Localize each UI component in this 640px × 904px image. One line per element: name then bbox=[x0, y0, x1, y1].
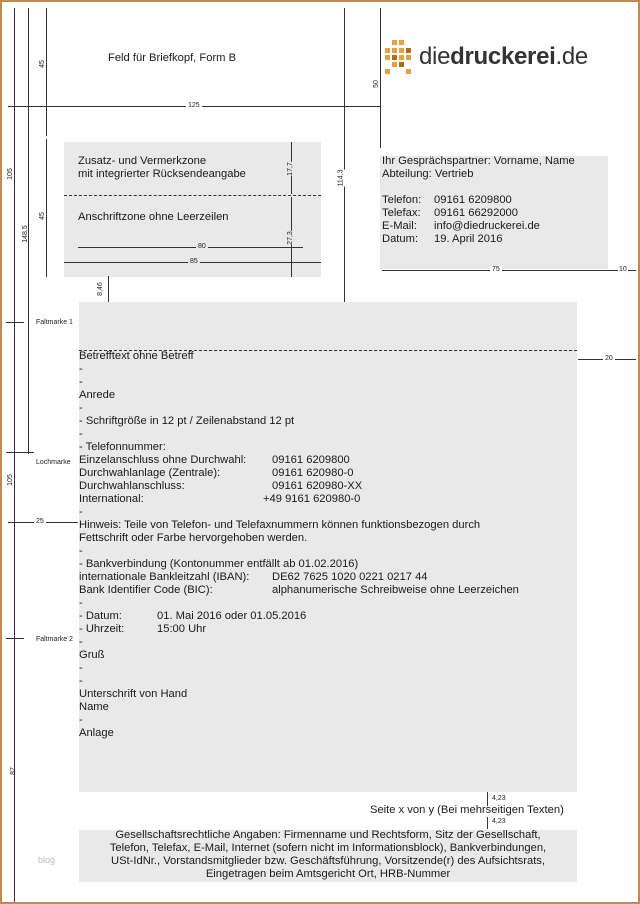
info-department: Abteilung: Vertrieb bbox=[382, 168, 474, 180]
telefonnummer-heading: - Telefonnummer: bbox=[79, 441, 166, 453]
spacer-dash: - bbox=[79, 506, 83, 518]
zusatz-zone-line-1: Zusatz- und Vermerkzone bbox=[78, 155, 207, 167]
unterschrift-text: Unterschrift von Hand bbox=[79, 688, 188, 700]
bankverbindung-heading: - Bankverbindung (Kontonummer entfällt ab 01.02.2016) bbox=[79, 558, 359, 570]
dim-label-25: 25 bbox=[36, 518, 44, 525]
footer-line-4: Eingetragen beim Amtsgericht Ort, HRB-Nummer bbox=[205, 868, 451, 880]
schriftgroesse-text: - Schriftgröße in 12 pt / Zeilenabstand 12 pt bbox=[79, 415, 295, 427]
dim-label-8-46: 8,46 bbox=[96, 282, 104, 296]
dim-label-105-bot: 105 bbox=[6, 474, 14, 486]
logo-wordmark: diedruckerei.de bbox=[419, 43, 588, 70]
dim-label-4-23-a: 4,23 bbox=[492, 795, 506, 802]
hinweis-line-2: Fettschrift oder Farbe hervorgehoben werden. bbox=[79, 532, 308, 544]
dim-label-17-7: 17,7 bbox=[286, 162, 294, 176]
anrede-text: Anrede bbox=[79, 389, 116, 401]
zusatz-divider bbox=[64, 195, 321, 196]
dim-label-4-23-b: 4,23 bbox=[492, 818, 506, 825]
falzmarke-2-label: Faltmarke 2 bbox=[36, 636, 73, 643]
betreff-text: Betrefftext ohne Betreff bbox=[79, 350, 194, 362]
footer-line-3: USt-IdNr., Vorstandsmitglieder bzw. Geschäftsführung, Vorsitzende(r) des Aufsichtsrats, bbox=[110, 855, 545, 867]
spacer-dash: - bbox=[79, 714, 83, 726]
spacer-dash: - bbox=[79, 363, 83, 375]
dim-line-45-top bbox=[46, 8, 47, 136]
spacer-dash: - bbox=[79, 545, 83, 557]
body-zone bbox=[79, 302, 577, 792]
spacer-dash: - bbox=[79, 376, 83, 388]
anschrift-zone-label: Anschriftzone ohne Leerzeilen bbox=[78, 211, 229, 223]
dim-label-87: 87 bbox=[9, 767, 17, 775]
lochmarke-label: Lochmarke bbox=[36, 459, 71, 466]
spacer-dash: - bbox=[79, 402, 83, 414]
dim-label-105-top: 105 bbox=[6, 168, 14, 180]
dim-line-4-23-b bbox=[487, 817, 488, 829]
gruss-text: Gruß bbox=[79, 649, 105, 661]
falzmarke-2-tick bbox=[6, 638, 24, 639]
hinweis-line-1: Hinweis: Teile von Telefon- und Telefaxnummern können funktionsbezogen durch bbox=[79, 519, 481, 531]
footer-line-1: Gesellschaftsrechtliche Angaben: Firmenname und Rechtsform, Sitz der Gesellschaft, bbox=[115, 829, 541, 841]
falzmarke-1-label: Faltmarke 1 bbox=[36, 319, 73, 326]
info-contact-person: Ihr Gesprächspartner: Vorname, Name bbox=[382, 155, 575, 167]
spacer-dash: - bbox=[79, 597, 83, 609]
dim-line-80 bbox=[78, 247, 303, 248]
dim-label-27-3: 27,3 bbox=[286, 231, 294, 245]
dim-label-45-mid: 45 bbox=[38, 212, 46, 220]
dim-label-50: 50 bbox=[372, 80, 380, 88]
dim-line-50 bbox=[380, 8, 381, 148]
dim-label-20: 20 bbox=[605, 355, 613, 362]
dim-label-75: 75 bbox=[492, 266, 500, 273]
dim-label-10: 10 bbox=[619, 266, 627, 273]
dim-label-148-5: 148,5 bbox=[21, 225, 29, 243]
dim-line-8-46 bbox=[108, 276, 109, 302]
dim-label-125: 125 bbox=[188, 102, 200, 109]
watermark-text: blog bbox=[38, 855, 56, 865]
dim-line-105-top bbox=[14, 8, 15, 326]
footer-line-2: Telefon, Telefax, E-Mail, Internet (sofern nicht im Informationsblock), Bankverbindungen, bbox=[109, 842, 547, 854]
dim-label-45-top: 45 bbox=[38, 60, 46, 68]
spacer-dash: - bbox=[79, 428, 83, 440]
spacer-dash: - bbox=[79, 675, 83, 687]
dim-line-45-mid bbox=[46, 139, 47, 277]
spacer-dash: - bbox=[79, 662, 83, 674]
dim-label-80: 80 bbox=[198, 243, 206, 250]
diedruckerei-logo bbox=[385, 40, 610, 76]
dim-label-85: 85 bbox=[190, 258, 198, 265]
anlage-text: Anlage bbox=[79, 727, 114, 739]
letter-template-page: 45 105 148,5 45 105 87 Faltmarke 1 Lochmarke Faltmarke 2 125 50 114,3 Feld für Briefkopf, Form B diedruckerei.de Zusatz- und Vermerkzone mit integrierter Rücksendeangabe Anschriftzone ohne Leerzeilen 80 85 17,7 27,3 Ihr Gesprächspartner: Vorname, Name Abteilung: Vertrieb Telefon: 09161 6209800 Telefax: 09161 66292000 E-Mail: info@diedruckerei.de Datum: 19. April 2016 75 10 8,46 20 25 Betrefftext ohne Betreff - - Anrede - - Schriftgröße in 12 pt / Zeilenabstand 12 pt - - Telefonnummer: Einzelanschluss ohne Durchwahl: 09161 6209800 Durchwahlanlage (Zentrale): 09161 620980-0 Durchwahlanschluss: 09161 620980-XX International: +49 9161 620980-0 - Hinweis: Teile von Telefon- und Telefaxnummern können funktionsbezogen durch Fettschrift oder Farbe hervorgehoben werden. - - Bankverbindung (Kontonummer entfällt ab 01.02.2016) internationale Bankleitzahl (IBAN): DE62 7625 1020 0221 0217 44 Bank Identifier Code (BIC): alphanumerische Schreibweise ohne Leerzeichen - - Datum: 01. Mai 2016 oder 01.05.2016 - Uhrzeit: 15:00 Uhr - Gruß - - Unterschrift von Hand Name - Anlage 4,23 Seite x von y (Bei mehrseitigen Texten) 4,23 Gesellschaftsrechtliche Angaben: Firmenname und Rechtsform, Sitz der Gesellschaft, Telefon, Telefax, E-Mail, Internet (sofern nicht im Informationsblock), Bankverbindungen, USt-IdNr., Vorstandsmitglieder bzw. Geschäftsführung, Vorsitzende(r) des Aufsichtsrats, Eingetragen beim Amtsgericht Ort, HRB-Nummer blog bbox=[2, 2, 638, 902]
zusatz-zone-line-2: mit integrierter Rücksendeangabe bbox=[78, 168, 246, 180]
dim-label-114-3: 114,3 bbox=[337, 169, 345, 187]
seite-x-von-y: Seite x von y (Bei mehrseitigen Texten) bbox=[370, 804, 564, 816]
name-text: Name bbox=[79, 701, 109, 713]
spacer-dash: - bbox=[79, 636, 83, 648]
falzmarke-1-tick bbox=[6, 322, 24, 323]
lochmarke-tick bbox=[6, 452, 34, 453]
briefkopf-label: Feld für Briefkopf, Form B bbox=[108, 52, 237, 64]
